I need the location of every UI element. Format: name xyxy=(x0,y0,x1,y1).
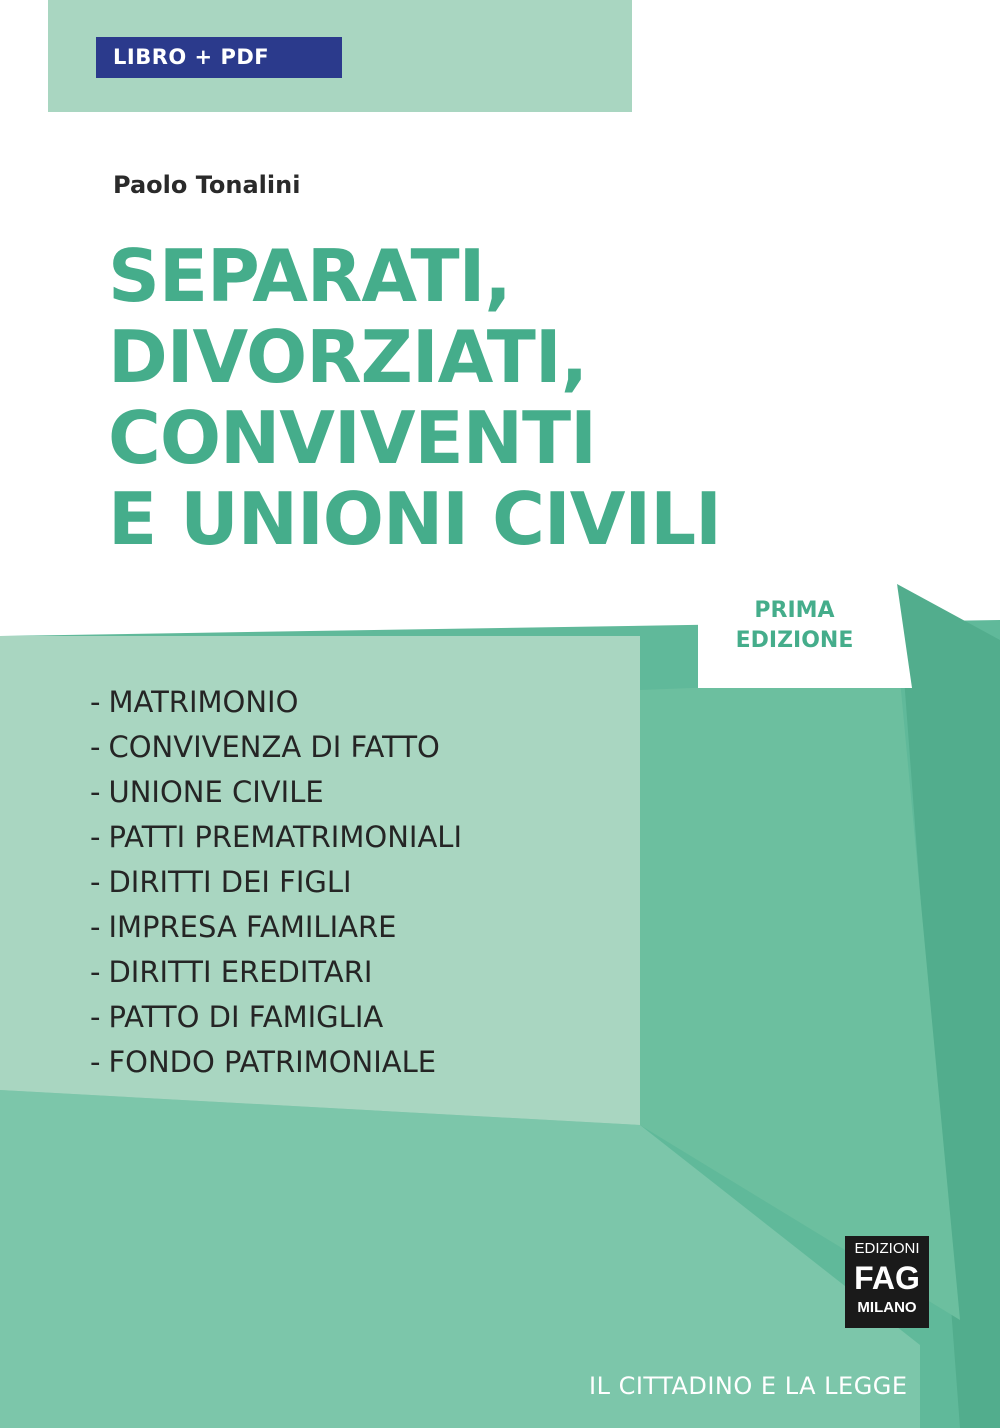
topic-dash: - xyxy=(90,955,101,989)
title-line: SEPARATI, xyxy=(108,234,511,318)
topic-dash: - xyxy=(90,820,101,854)
edition-line: PRIMA xyxy=(754,598,835,623)
edition-label xyxy=(698,590,891,688)
title-line: E UNIONI CIVILI xyxy=(108,477,721,561)
list-item xyxy=(90,725,462,770)
list-item xyxy=(90,770,462,815)
list-item xyxy=(90,1040,462,1085)
title-line: DIVORZIATI, xyxy=(108,315,588,399)
topic-label: MATRIMONIO xyxy=(108,685,299,719)
list-item xyxy=(90,950,462,995)
author-name: Paolo Tonalini xyxy=(113,171,301,199)
logo-line: FAG xyxy=(854,1260,920,1296)
list-item xyxy=(90,860,462,905)
topic-dash: - xyxy=(90,865,101,899)
format-badge: LIBRO + PDF xyxy=(96,37,342,78)
topic-label: DIRITTI EREDITARI xyxy=(108,955,373,989)
list-item xyxy=(90,995,462,1040)
logo-line: EDIZIONI xyxy=(854,1240,920,1257)
publisher-logo xyxy=(845,1236,929,1328)
list-item xyxy=(90,680,462,725)
title-line: CONVIVENTI xyxy=(108,396,596,480)
topic-dash: - xyxy=(90,730,101,764)
topic-label: CONVIVENZA DI FATTO xyxy=(108,730,440,764)
topic-label: UNIONE CIVILE xyxy=(108,775,324,809)
series-name: IL CITTADINO E LA LEGGE xyxy=(589,1372,908,1400)
topic-dash: - xyxy=(90,685,101,719)
list-item xyxy=(90,815,462,860)
topic-dash: - xyxy=(90,1045,101,1079)
topic-label: IMPRESA FAMILIARE xyxy=(108,910,397,944)
topic-dash: - xyxy=(90,1000,101,1034)
logo-line: MILANO xyxy=(857,1299,917,1316)
topic-label: PATTI PREMATRIMONIALI xyxy=(108,820,463,854)
topic-dash: - xyxy=(90,910,101,944)
topic-label: PATTO DI FAMIGLIA xyxy=(108,1000,384,1034)
topics-list xyxy=(90,680,462,1085)
edition-line: EDIZIONE xyxy=(735,628,854,653)
list-item xyxy=(90,905,462,950)
topic-dash: - xyxy=(90,775,101,809)
topic-label: FONDO PATRIMONIALE xyxy=(108,1045,437,1079)
topic-label: DIRITTI DEI FIGLI xyxy=(108,865,352,899)
